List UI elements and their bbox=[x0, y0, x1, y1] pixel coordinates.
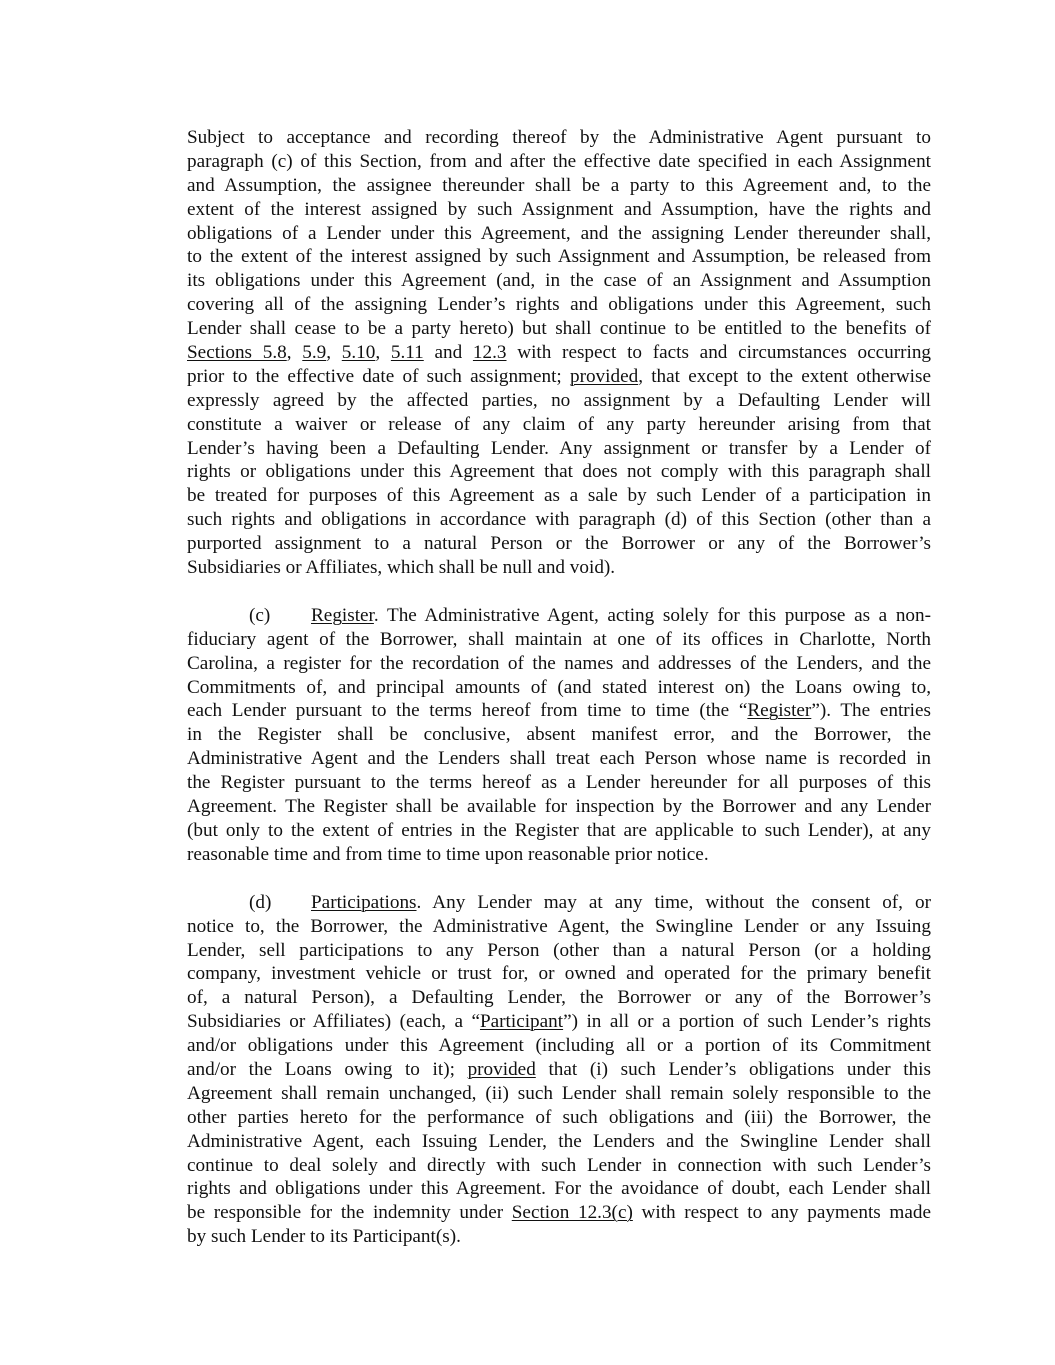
text-fragment: and/or the Loans owing to it); bbox=[187, 1058, 468, 1080]
text-line: Agreement shall remain unchanged, (ii) such Lender shall remain solely responsible to the bbox=[187, 1082, 931, 1104]
text-line-defined-term bbox=[187, 1010, 931, 1034]
text-fragment: , that except to the extent otherwise bbox=[638, 365, 931, 387]
text-line: Lender, sell participations to any Person (other than a natural Person (or a holding bbox=[187, 939, 931, 961]
text-line: paragraph (c) of this Section, from and after the effective date specified in each Assignment bbox=[187, 150, 931, 172]
text-line: Lender’s having been a Defaulting Lender. Any assignment or transfer by a Lender of bbox=[187, 437, 931, 459]
provided-term: provided bbox=[467, 1058, 536, 1080]
text-line: Administrative Agent, each Issuing Lender, the Lenders and the Swingline Lender shall bbox=[187, 1130, 931, 1152]
text-fragment: with respect to any payments made bbox=[632, 1202, 931, 1224]
text-line: extent of the interest assigned by such Assignment and Assumption, have the rights and bbox=[187, 198, 931, 220]
text-fragment: that (i) such Lender’s obligations under this bbox=[535, 1058, 931, 1080]
text-line-heading bbox=[187, 604, 931, 628]
text-line: by such Lender to its Participant(s). bbox=[187, 1226, 461, 1248]
separator: , bbox=[375, 342, 391, 364]
text-line: Commitments of, and principal amounts of (and stated interest on) the Loans owing to, bbox=[187, 676, 931, 698]
text-line: its obligations under this Agreement (and, in the case of an Assignment and Assumption bbox=[187, 270, 931, 292]
text-line: continue to deal solely and directly with such Lender in connection with such Lender’s bbox=[187, 1154, 931, 1176]
text-line: Subsidiaries or Affiliates, which shall be null and void). bbox=[187, 557, 616, 579]
text-fragment: with respect to facts and circumstances occurring bbox=[506, 342, 932, 364]
text-line: to the extent of the interest assigned by such Assignment and Assumption, be released from bbox=[187, 246, 931, 268]
text-fragment: . Any Lender may at any time, without the consent of, or bbox=[416, 891, 931, 913]
defined-term-register: Register bbox=[747, 700, 812, 722]
separator: , bbox=[286, 342, 303, 364]
separator: , bbox=[326, 342, 342, 364]
text-line: reasonable time and from time to time upon reasonable prior notice. bbox=[187, 843, 709, 865]
provided-term: provided bbox=[569, 365, 639, 387]
text-line: company, investment vehicle or trust for, or owned and operated for the primary benefit bbox=[187, 963, 931, 985]
text-fragment: ”) in all or a portion of such Lender’s rights bbox=[563, 1011, 931, 1033]
section-ref-5-8[interactable]: Sections 5.8 bbox=[187, 342, 287, 364]
text-fragment: . The Administrative Agent, acting solely for this purpose as a non- bbox=[373, 604, 931, 626]
text-fragment: ”). The entries bbox=[811, 700, 931, 722]
text-fragment: Subsidiaries or Affiliates) (each, a “ bbox=[187, 1011, 480, 1033]
text-line: Subject to acceptance and recording thereof by the Administrative Agent pursuant to bbox=[187, 127, 931, 148]
section-ref-5-9[interactable]: 5.9 bbox=[302, 342, 327, 364]
text-line-defined-term bbox=[187, 699, 931, 723]
text-line: of, a natural Person), a Defaulting Lender, the Borrower or any of the Borrower’s bbox=[187, 987, 931, 1009]
section-ref-12-3-c[interactable]: Section 12.3(c) bbox=[511, 1202, 633, 1224]
defined-term-participant: Participant bbox=[479, 1011, 564, 1033]
text-line: in the Register shall be conclusive, absent manifest error, and the Borrower, the bbox=[187, 724, 931, 746]
section-ref-5-11[interactable]: 5.11 bbox=[390, 342, 424, 364]
text-line: Agreement. The Register shall be available for inspection by the Borrower and any Lender bbox=[187, 796, 931, 818]
section-ref-12-3[interactable]: 12.3 bbox=[472, 342, 507, 364]
text-line: and/or obligations under this Agreement (including all or a portion of its Commitment bbox=[187, 1035, 931, 1057]
paragraph-participations bbox=[187, 891, 931, 1249]
text-line: constitute a waiver or release of any claim of any party hereunder arising from that bbox=[187, 413, 931, 435]
conjunction: and bbox=[423, 342, 473, 364]
text-line: expressly agreed by the affected parties, no assignment by a Defaulting Lender will bbox=[187, 389, 931, 411]
text-line: be treated for purposes of this Agreement as a sale by such Lender of a participation in bbox=[187, 485, 931, 507]
text-line: rights and obligations under this Agreement. For the avoidance of doubt, each Lender shall bbox=[187, 1178, 931, 1200]
text-line: and Assumption, the assignee thereunder shall be a party to this Agreement and, to the bbox=[187, 174, 931, 196]
text-fragment: prior to the effective date of such assignment; bbox=[187, 365, 570, 387]
text-line: obligations of a Lender under this Agreement, and the assigning Lender thereunder shall, bbox=[187, 222, 931, 244]
paragraph-label: (c) bbox=[249, 604, 271, 626]
text-line: the Register pursuant to the terms hereof as a Lender hereunder for all purposes of this bbox=[187, 772, 931, 794]
text-line: purported assignment to a natural Person or the Borrower or any of the Borrower’s bbox=[187, 533, 931, 555]
text-fragment: be responsible for the indemnity under bbox=[187, 1202, 512, 1224]
text-line: such rights and obligations in accordance with paragraph (d) of this Section (other than a bbox=[187, 509, 931, 531]
paragraph-heading-register: Register bbox=[311, 604, 374, 626]
text-line-provided bbox=[187, 365, 931, 389]
text-line: covering all of the assigning Lender’s rights and obligations under this Agreement, such bbox=[187, 294, 931, 316]
text-line-heading bbox=[187, 891, 931, 915]
text-line: other parties hereto for the performance of such obligations and (iii) the Borrower, the bbox=[187, 1106, 931, 1128]
text-fragment: each Lender pursuant to the terms hereof from time to time (the “ bbox=[187, 700, 748, 722]
text-line: Lender shall cease to be a party hereto) but shall continue to be entitled to the benefits of bbox=[187, 318, 931, 340]
section-ref-5-10[interactable]: 5.10 bbox=[341, 342, 376, 364]
text-line-provided bbox=[187, 1058, 931, 1082]
text-line: (but only to the extent of entries in the Register that are applicable to such Lender), at any bbox=[187, 819, 931, 841]
text-line: rights or obligations under this Agreement that does not comply with this paragraph shall bbox=[187, 461, 931, 483]
paragraph-register bbox=[187, 604, 931, 867]
text-line-section-ref bbox=[187, 1201, 931, 1225]
text-line-section-refs bbox=[187, 341, 931, 365]
paragraph-heading-participations: Participations bbox=[311, 891, 417, 913]
text-line: Administrative Agent and the Lenders shall treat each Person whose name is recorded in bbox=[187, 748, 931, 770]
text-line: Carolina, a register for the recordation of the names and addresses of the Lenders, and the bbox=[187, 652, 931, 674]
paragraph-label: (d) bbox=[249, 891, 272, 913]
paragraph-assignment-continuation bbox=[187, 126, 931, 580]
document-page bbox=[187, 126, 931, 1273]
text-line: fiduciary agent of the Borrower, shall maintain at one of its offices in Charlotte, North bbox=[187, 628, 931, 650]
text-line: notice to, the Borrower, the Administrative Agent, the Swingline Lender or any Issuing bbox=[187, 915, 931, 937]
